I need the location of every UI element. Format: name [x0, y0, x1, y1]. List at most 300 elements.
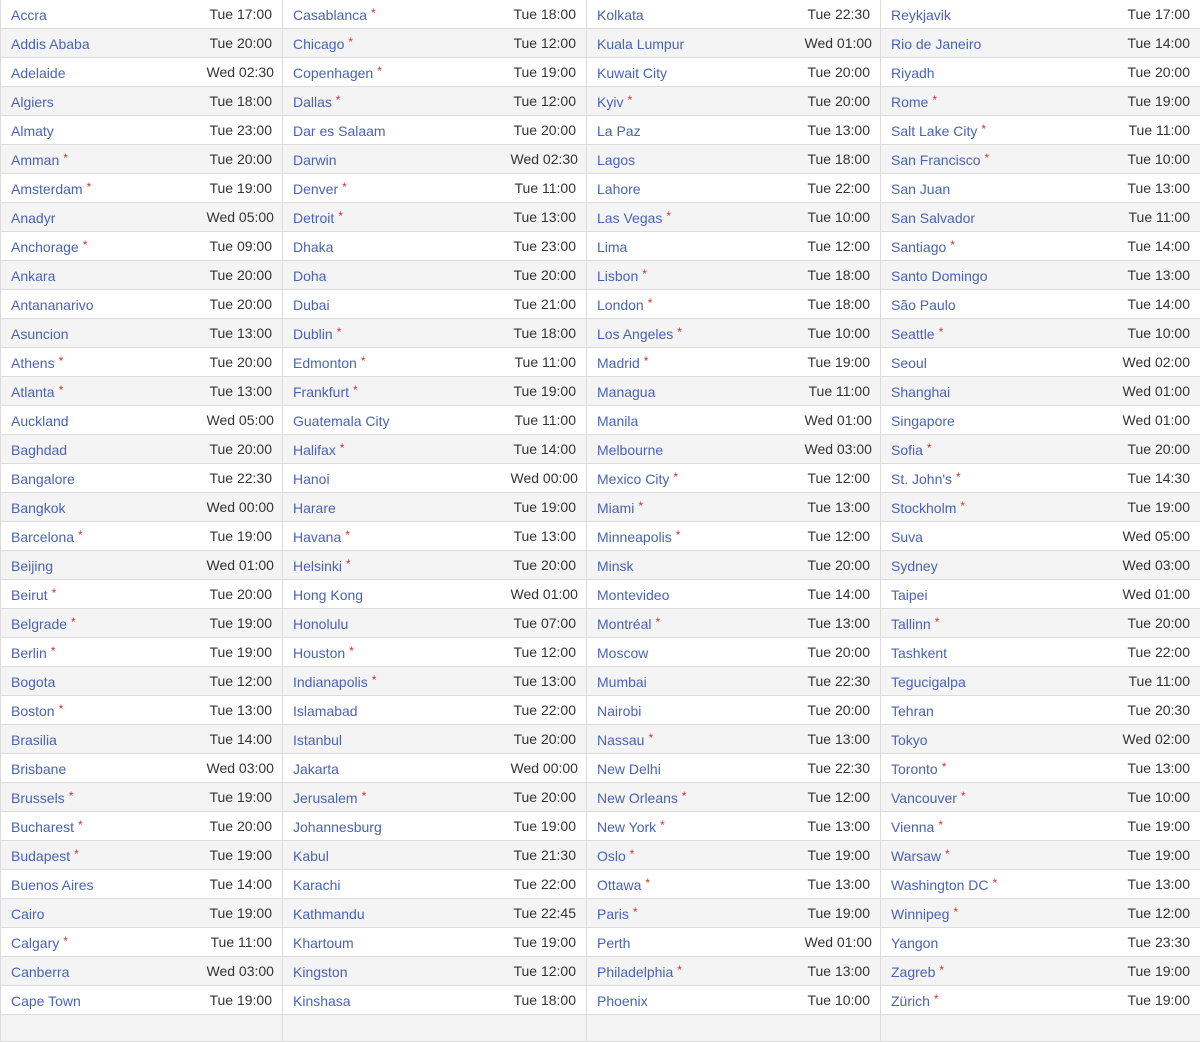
city-cell	[587, 580, 795, 609]
table-row	[1, 116, 1200, 145]
table-row	[1, 58, 1200, 87]
local-time-cell: Tue 13:00	[795, 116, 881, 145]
city-link[interactable]: São Paulo	[891, 297, 956, 313]
dst-asterisk-icon: *	[87, 180, 92, 194]
city-cell	[1, 928, 197, 957]
city-cell	[283, 261, 501, 290]
city-link[interactable]: Darwin	[293, 152, 337, 168]
city-link[interactable]: Perth	[597, 935, 630, 951]
city-link[interactable]: Buenos Aires	[11, 877, 94, 893]
city-cell	[283, 609, 501, 638]
city-link[interactable]: Atlanta	[11, 384, 55, 400]
local-time-cell: Wed 01:00	[501, 580, 587, 609]
city-cell	[1, 899, 197, 928]
table-row	[1, 435, 1200, 464]
table-row	[1, 812, 1200, 841]
city-link[interactable]: San Juan	[891, 181, 950, 197]
city-link[interactable]: Warsaw	[891, 848, 941, 864]
local-time-cell: Tue 14:00	[501, 435, 587, 464]
dst-asterisk-icon: *	[993, 876, 998, 890]
city-link[interactable]: Kyiv	[597, 94, 623, 110]
city-cell	[587, 841, 795, 870]
city-link[interactable]: Reykjavik	[891, 7, 951, 23]
local-time-cell: Tue 19:00	[197, 638, 283, 667]
city-cell	[881, 174, 1113, 203]
city-link[interactable]: Rome	[891, 94, 928, 110]
city-link[interactable]: Indianapolis	[293, 674, 368, 690]
city-cell	[1, 29, 197, 58]
city-link[interactable]: Doha	[293, 268, 326, 284]
local-time-cell: Tue 20:00	[197, 580, 283, 609]
city-link[interactable]: Belgrade	[11, 616, 67, 632]
city-cell	[1, 464, 197, 493]
city-link[interactable]: Stockholm	[891, 500, 956, 516]
local-time-cell: Tue 20:00	[1113, 58, 1200, 87]
city-link[interactable]: Jerusalem	[293, 790, 358, 806]
local-time-cell: Tue 19:00	[795, 348, 881, 377]
city-cell	[881, 29, 1113, 58]
city-link[interactable]: Vancouver	[891, 790, 957, 806]
city-link[interactable]: Taipei	[891, 587, 928, 603]
local-time-cell: Tue 12:00	[795, 232, 881, 261]
city-link[interactable]: Ottawa	[597, 877, 641, 893]
city-link[interactable]: Cairo	[11, 906, 44, 922]
city-link[interactable]: Managua	[597, 384, 655, 400]
city-link[interactable]: Lisbon	[597, 268, 638, 284]
city-link[interactable]: Lahore	[597, 181, 641, 197]
city-link[interactable]: Anadyr	[11, 210, 55, 226]
city-cell	[1, 638, 197, 667]
city-link[interactable]: Budapest	[11, 848, 70, 864]
city-link[interactable]: Toronto	[891, 761, 938, 777]
city-link[interactable]: Madrid	[597, 355, 640, 371]
city-link[interactable]: Tokyo	[891, 732, 928, 748]
city-link[interactable]: Beijing	[11, 558, 53, 574]
dst-asterisk-icon: *	[52, 586, 57, 600]
city-cell	[1, 406, 197, 435]
local-time-cell: Tue 19:00	[197, 609, 283, 638]
city-link[interactable]: Suva	[891, 529, 923, 545]
city-link[interactable]: Almaty	[11, 123, 54, 139]
city-cell	[881, 261, 1113, 290]
dst-asterisk-icon: *	[78, 528, 83, 542]
city-cell	[283, 841, 501, 870]
city-link[interactable]: San Salvador	[891, 210, 975, 226]
city-link[interactable]: Sofia	[891, 442, 923, 458]
city-link[interactable]: Nairobi	[597, 703, 641, 719]
city-link[interactable]: Dubai	[293, 297, 330, 313]
city-link[interactable]: New York	[597, 819, 656, 835]
local-time-cell: Tue 20:00	[795, 551, 881, 580]
local-time-cell: Wed 00:00	[197, 493, 283, 522]
dst-asterisk-icon: *	[677, 963, 682, 977]
city-link[interactable]: Lagos	[597, 152, 635, 168]
dst-asterisk-icon: *	[377, 64, 382, 78]
city-cell	[587, 870, 795, 899]
local-time-cell: Tue 07:00	[501, 609, 587, 638]
city-link[interactable]: London	[597, 297, 644, 313]
city-link[interactable]: Cape Town	[11, 993, 81, 1009]
city-link[interactable]: Canberra	[11, 964, 69, 980]
city-link[interactable]: Mexico City	[597, 471, 669, 487]
city-link[interactable]: Anchorage	[11, 239, 79, 255]
city-cell	[881, 319, 1113, 348]
city-link[interactable]: Tallinn	[891, 616, 931, 632]
city-cell	[1, 348, 197, 377]
city-cell	[881, 986, 1113, 1015]
city-link[interactable]: Shanghai	[891, 384, 950, 400]
city-cell	[283, 406, 501, 435]
city-link[interactable]: Asuncion	[11, 326, 69, 342]
city-link[interactable]: Riyadh	[891, 65, 935, 81]
city-link[interactable]: Los Angeles	[597, 326, 673, 342]
city-link[interactable]: Kathmandu	[293, 906, 365, 922]
city-link[interactable]: Tehran	[891, 703, 934, 719]
local-time-cell: Tue 12:00	[501, 638, 587, 667]
city-link[interactable]: Tashkent	[891, 645, 947, 661]
local-time-cell: Tue 10:00	[795, 203, 881, 232]
city-cell	[283, 986, 501, 1015]
dst-asterisk-icon: *	[935, 615, 940, 629]
city-link[interactable]: Oslo	[597, 848, 626, 864]
local-time-cell: Tue 19:00	[1113, 493, 1200, 522]
city-link[interactable]: Copenhagen	[293, 65, 373, 81]
dst-asterisk-icon: *	[676, 528, 681, 542]
dst-asterisk-icon: *	[51, 644, 56, 658]
city-link[interactable]: Singapore	[891, 413, 955, 429]
local-time-cell: Wed 01:00	[1113, 406, 1200, 435]
local-time-cell: Tue 18:00	[197, 87, 283, 116]
city-link[interactable]: Antananarivo	[11, 297, 94, 313]
dst-asterisk-icon: *	[682, 789, 687, 803]
city-cell	[881, 609, 1113, 638]
city-link[interactable]: Karachi	[293, 877, 340, 893]
city-link[interactable]: Bangalore	[11, 471, 75, 487]
city-link[interactable]: Bucharest	[11, 819, 74, 835]
local-time-cell: Tue 20:00	[197, 348, 283, 377]
city-cell	[881, 754, 1113, 783]
city-link[interactable]: Mumbai	[597, 674, 647, 690]
dst-asterisk-icon: *	[59, 354, 64, 368]
local-time-cell: Tue 14:00	[1113, 29, 1200, 58]
local-time-cell: Wed 00:00	[501, 464, 587, 493]
city-link[interactable]: Dar es Salaam	[293, 123, 386, 139]
city-link[interactable]: Islamabad	[293, 703, 358, 719]
city-link[interactable]: Hanoi	[293, 471, 330, 487]
local-time-cell: Tue 23:00	[197, 116, 283, 145]
table-row	[1, 29, 1200, 58]
city-cell	[587, 493, 795, 522]
city-link[interactable]: Phoenix	[597, 993, 648, 1009]
local-time-cell: Tue 21:00	[501, 290, 587, 319]
local-time-cell: Tue 19:00	[197, 522, 283, 551]
city-link[interactable]: Amsterdam	[11, 181, 83, 197]
city-link[interactable]: Paris	[597, 906, 629, 922]
city-cell	[881, 957, 1113, 986]
city-link[interactable]: Kinshasa	[293, 993, 351, 1009]
city-link[interactable]: Nassau	[597, 732, 644, 748]
city-cell	[587, 812, 795, 841]
city-link[interactable]: Auckland	[11, 413, 69, 429]
city-link[interactable]: Athens	[11, 355, 55, 371]
local-time-cell: Tue 13:00	[795, 493, 881, 522]
city-link[interactable]: Brasilia	[11, 732, 57, 748]
city-cell	[881, 348, 1113, 377]
dst-asterisk-icon: *	[630, 847, 635, 861]
city-link[interactable]: Havana	[293, 529, 341, 545]
city-cell	[587, 464, 795, 493]
city-link[interactable]: Kingston	[293, 964, 347, 980]
city-link[interactable]: Barcelona	[11, 529, 74, 545]
city-link[interactable]: Edmonton	[293, 355, 357, 371]
local-time-cell: Wed 03:00	[197, 754, 283, 783]
local-time-cell: Wed 05:00	[197, 406, 283, 435]
local-time-cell: Tue 20:00	[197, 261, 283, 290]
city-link[interactable]: Winnipeg	[891, 906, 949, 922]
city-cell	[881, 493, 1113, 522]
dst-asterisk-icon: *	[346, 557, 351, 571]
local-time-cell: Tue 20:00	[795, 696, 881, 725]
local-time-cell: Tue 12:00	[197, 667, 283, 696]
local-time-cell: Tue 13:00	[795, 870, 881, 899]
city-link[interactable]: Boston	[11, 703, 55, 719]
dst-asterisk-icon: *	[648, 731, 653, 745]
city-cell	[283, 29, 501, 58]
local-time-cell: Tue 13:00	[197, 377, 283, 406]
city-cell	[881, 145, 1113, 174]
city-link[interactable]: Harare	[293, 500, 336, 516]
local-time-cell: Tue 20:00	[501, 116, 587, 145]
city-link[interactable]: Hong Kong	[293, 587, 363, 603]
city-cell	[587, 609, 795, 638]
city-link[interactable]: Kabul	[293, 848, 329, 864]
city-link[interactable]: Minsk	[597, 558, 634, 574]
city-cell	[587, 319, 795, 348]
table-row	[1, 261, 1200, 290]
city-cell	[283, 290, 501, 319]
local-time-cell: Tue 10:00	[1113, 319, 1200, 348]
local-time-cell: Tue 19:00	[795, 841, 881, 870]
table-row	[1, 348, 1200, 377]
city-cell	[283, 435, 501, 464]
city-cell	[881, 667, 1113, 696]
city-link[interactable]: Seoul	[891, 355, 927, 371]
city-link[interactable]: Montevideo	[597, 587, 669, 603]
city-link[interactable]: Lima	[597, 239, 627, 255]
local-time-cell: Tue 11:00	[1113, 203, 1200, 232]
local-time-cell: Wed 01:00	[795, 29, 881, 58]
city-cell	[283, 174, 501, 203]
local-time-cell: Wed 02:30	[501, 145, 587, 174]
city-cell	[283, 464, 501, 493]
city-link[interactable]: Montréal	[597, 616, 651, 632]
city-link[interactable]: Honolulu	[293, 616, 348, 632]
city-cell	[587, 145, 795, 174]
table-row	[1, 754, 1200, 783]
local-time-cell: Tue 12:00	[795, 783, 881, 812]
city-link[interactable]: Dublin	[293, 326, 333, 342]
city-cell	[283, 812, 501, 841]
city-link[interactable]: Philadelphia	[597, 964, 673, 980]
city-cell	[881, 58, 1113, 87]
city-link[interactable]: Zagreb	[891, 964, 935, 980]
local-time-cell: Tue 19:00	[501, 493, 587, 522]
city-link[interactable]: Kuala Lumpur	[597, 36, 684, 52]
city-link[interactable]: Tegucigalpa	[891, 674, 966, 690]
city-cell	[587, 261, 795, 290]
local-time-cell: Tue 11:00	[501, 174, 587, 203]
city-link[interactable]: Frankfurt	[293, 384, 349, 400]
city-link[interactable]: Casablanca	[293, 7, 367, 23]
dst-asterisk-icon: *	[984, 151, 989, 165]
city-cell	[283, 0, 501, 29]
city-cell	[1, 145, 197, 174]
city-link[interactable]: Guatemala City	[293, 413, 389, 429]
city-link[interactable]: Johannesburg	[293, 819, 382, 835]
city-link[interactable]: Seattle	[891, 326, 935, 342]
local-time-cell: Tue 14:00	[197, 870, 283, 899]
local-time-cell: Tue 13:00	[1113, 174, 1200, 203]
local-time-cell: Wed 03:00	[795, 435, 881, 464]
city-link[interactable]: Adelaide	[11, 65, 66, 81]
dst-asterisk-icon: *	[353, 383, 358, 397]
city-link[interactable]: New Delhi	[597, 761, 661, 777]
city-link[interactable]: Bangkok	[11, 500, 65, 516]
city-cell	[283, 899, 501, 928]
city-link[interactable]: St. John's	[891, 471, 952, 487]
city-cell	[1, 116, 197, 145]
city-cell	[283, 580, 501, 609]
city-cell	[881, 522, 1113, 551]
local-time-cell: Tue 20:00	[501, 783, 587, 812]
city-link[interactable]: Santiago	[891, 239, 946, 255]
city-link[interactable]: Kolkata	[597, 7, 644, 23]
local-time-cell: Tue 22:00	[501, 696, 587, 725]
city-link[interactable]: Manila	[597, 413, 638, 429]
city-cell	[1, 725, 197, 754]
table-row	[1, 377, 1200, 406]
city-cell	[587, 290, 795, 319]
city-cell	[283, 870, 501, 899]
city-link[interactable]: Miami	[597, 500, 634, 516]
local-time-cell: Tue 19:00	[197, 899, 283, 928]
city-link[interactable]: Amman	[11, 152, 59, 168]
city-link[interactable]: Halifax	[293, 442, 336, 458]
local-time-cell: Wed 01:00	[1113, 377, 1200, 406]
city-link[interactable]: Brussels	[11, 790, 65, 806]
city-link[interactable]: Chicago	[293, 36, 344, 52]
city-link[interactable]: Jakarta	[293, 761, 339, 777]
city-link[interactable]: Beirut	[11, 587, 48, 603]
city-link[interactable]: Vienna	[891, 819, 934, 835]
city-cell	[587, 377, 795, 406]
city-link[interactable]: Baghdad	[11, 442, 67, 458]
city-cell	[1, 58, 197, 87]
city-link[interactable]: Denver	[293, 181, 338, 197]
city-cell	[1, 435, 197, 464]
table-row	[1, 696, 1200, 725]
dst-asterisk-icon: *	[645, 876, 650, 890]
city-link[interactable]: Dhaka	[293, 239, 333, 255]
table-row	[1, 986, 1200, 1015]
city-link[interactable]: Santo Domingo	[891, 268, 988, 284]
table-row	[1, 174, 1200, 203]
local-time-cell: Tue 23:30	[1113, 928, 1200, 957]
local-time-cell: Wed 01:00	[795, 406, 881, 435]
city-link[interactable]: Zürich	[891, 993, 930, 1009]
dst-asterisk-icon: *	[939, 963, 944, 977]
local-time-cell: Tue 14:00	[1113, 232, 1200, 261]
city-link[interactable]: Melbourne	[597, 442, 663, 458]
city-cell	[881, 696, 1113, 725]
city-link[interactable]: Las Vegas	[597, 210, 662, 226]
local-time-cell: Tue 12:00	[795, 464, 881, 493]
city-link[interactable]: Yangon	[891, 935, 938, 951]
city-link[interactable]: Salt Lake City	[891, 123, 977, 139]
city-link[interactable]: Washington DC	[891, 877, 989, 893]
city-cell	[1, 174, 197, 203]
city-link[interactable]: Calgary	[11, 935, 59, 951]
city-cell	[587, 522, 795, 551]
city-cell	[1, 377, 197, 406]
city-link[interactable]: Sydney	[891, 558, 938, 574]
dst-asterisk-icon: *	[336, 93, 341, 107]
dst-asterisk-icon: *	[942, 760, 947, 774]
city-link[interactable]: Istanbul	[293, 732, 342, 748]
city-cell	[587, 928, 795, 957]
city-link[interactable]: Minneapolis	[597, 529, 672, 545]
local-time-cell: Tue 12:00	[1113, 899, 1200, 928]
local-time-cell: Tue 19:00	[795, 899, 881, 928]
city-link[interactable]: Brisbane	[11, 761, 66, 777]
city-link[interactable]: Algiers	[11, 94, 54, 110]
city-link[interactable]: Houston	[293, 645, 345, 661]
local-time-cell: Tue 11:00	[795, 377, 881, 406]
city-link[interactable]: Detroit	[293, 210, 334, 226]
city-cell	[283, 348, 501, 377]
city-link[interactable]: Ankara	[11, 268, 55, 284]
city-link[interactable]: Bogota	[11, 674, 55, 690]
city-link[interactable]: Berlin	[11, 645, 47, 661]
city-cell	[283, 145, 501, 174]
city-link[interactable]: San Francisco	[891, 152, 980, 168]
city-link[interactable]: Helsinki	[293, 558, 342, 574]
city-cell	[587, 754, 795, 783]
city-link[interactable]: Khartoum	[293, 935, 354, 951]
city-cell	[587, 174, 795, 203]
dst-asterisk-icon: *	[633, 905, 638, 919]
city-cell	[587, 203, 795, 232]
city-link[interactable]: La Paz	[597, 123, 641, 139]
city-cell	[283, 319, 501, 348]
local-time-cell: Tue 13:00	[197, 696, 283, 725]
city-link[interactable]: Dallas	[293, 94, 332, 110]
city-link[interactable]: Addis Ababa	[11, 36, 90, 52]
city-link[interactable]: Moscow	[597, 645, 648, 661]
local-time-cell: Tue 22:30	[795, 0, 881, 29]
local-time-cell: Tue 10:00	[795, 986, 881, 1015]
local-time-cell: Tue 20:00	[1113, 609, 1200, 638]
local-time-cell	[795, 1015, 881, 1042]
city-link[interactable]: Accra	[11, 7, 47, 23]
city-link[interactable]: New Orleans	[597, 790, 678, 806]
local-time-cell: Tue 20:00	[795, 87, 881, 116]
city-link[interactable]: Kuwait City	[597, 65, 667, 81]
dst-asterisk-icon: *	[83, 238, 88, 252]
local-time-cell: Tue 19:00	[197, 174, 283, 203]
city-link[interactable]: Rio de Janeiro	[891, 36, 981, 52]
dst-asterisk-icon: *	[950, 238, 955, 252]
